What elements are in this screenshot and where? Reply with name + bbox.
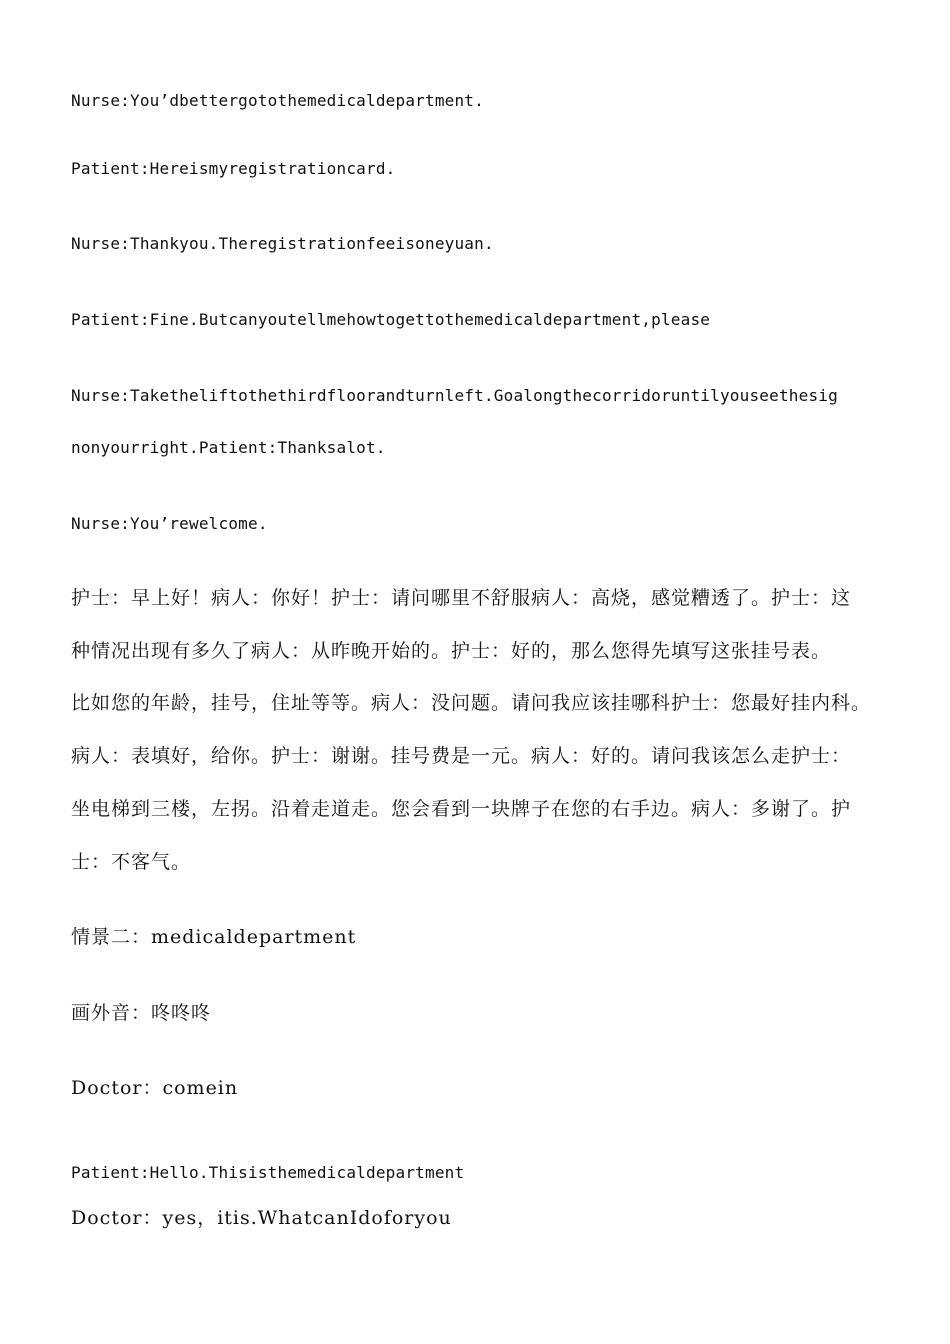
chinese-paragraph-line-6: 士：不客气。: [71, 851, 192, 873]
chinese-paragraph-line-2: 种情况出现有多久了病人：从昨晚开始的。护士：好的，那么您得先填写这张挂号表。: [71, 640, 832, 662]
chinese-paragraph-line-5: 坐电梯到三楼，左拐。沿着走道走。您会看到一块牌子在您的右手边。病人：多谢了。护: [71, 798, 852, 820]
dialogue-line-directions-continued: nonyourright.Patient:Thanksalot.: [71, 438, 386, 457]
dialogue-line-patient-directions: Patient:Fine.Butcanyoutellmehowtogettothemedicaldepartment,please: [71, 310, 711, 329]
dialogue-line-nurse-welcome: Nurse:You’rewelcome.: [71, 514, 268, 533]
chinese-paragraph-line-4: 病人：表填好，给你。护士：谢谢。挂号费是一元。病人：好的。请问我该怎么走护士：: [71, 745, 852, 767]
dialogue-line-doctor-reply: Doctor：yes，itis.WhatcanIdoforyou: [71, 1207, 452, 1229]
dialogue-line-nurse-directions: Nurse:Taketheliftothethirdfloorandturnleft.Goalongthecorridoruntilyouseethesig: [71, 386, 838, 405]
dialogue-line-patient-hello: Patient:Hello.Thisisthemedicaldepartment: [71, 1163, 465, 1182]
dialogue-line-nurse-fee: Nurse:Thankyou.Theregistrationfeeisoneyuan.: [71, 234, 494, 253]
dialogue-line-doctor-comein: Doctor：comein: [71, 1077, 239, 1099]
dialogue-line-patient-card: Patient:Hereismyregistrationcard.: [71, 159, 396, 178]
voiceover-line: 画外音：咚咚咚: [71, 1002, 212, 1024]
chinese-paragraph-line-3: 比如您的年龄，挂号，住址等等。病人：没问题。请问我应该挂哪科护士：您最好挂内科。: [71, 692, 872, 714]
scene-two-heading: 情景二：medicaldepartment: [71, 926, 357, 948]
chinese-paragraph-line-1: 护士：早上好！病人：你好！护士：请问哪里不舒服病人：高烧，感觉糟透了。护士：这: [71, 587, 852, 609]
dialogue-line-nurse-advice: Nurse:You’dbettergotothemedicaldepartment.: [71, 91, 484, 110]
